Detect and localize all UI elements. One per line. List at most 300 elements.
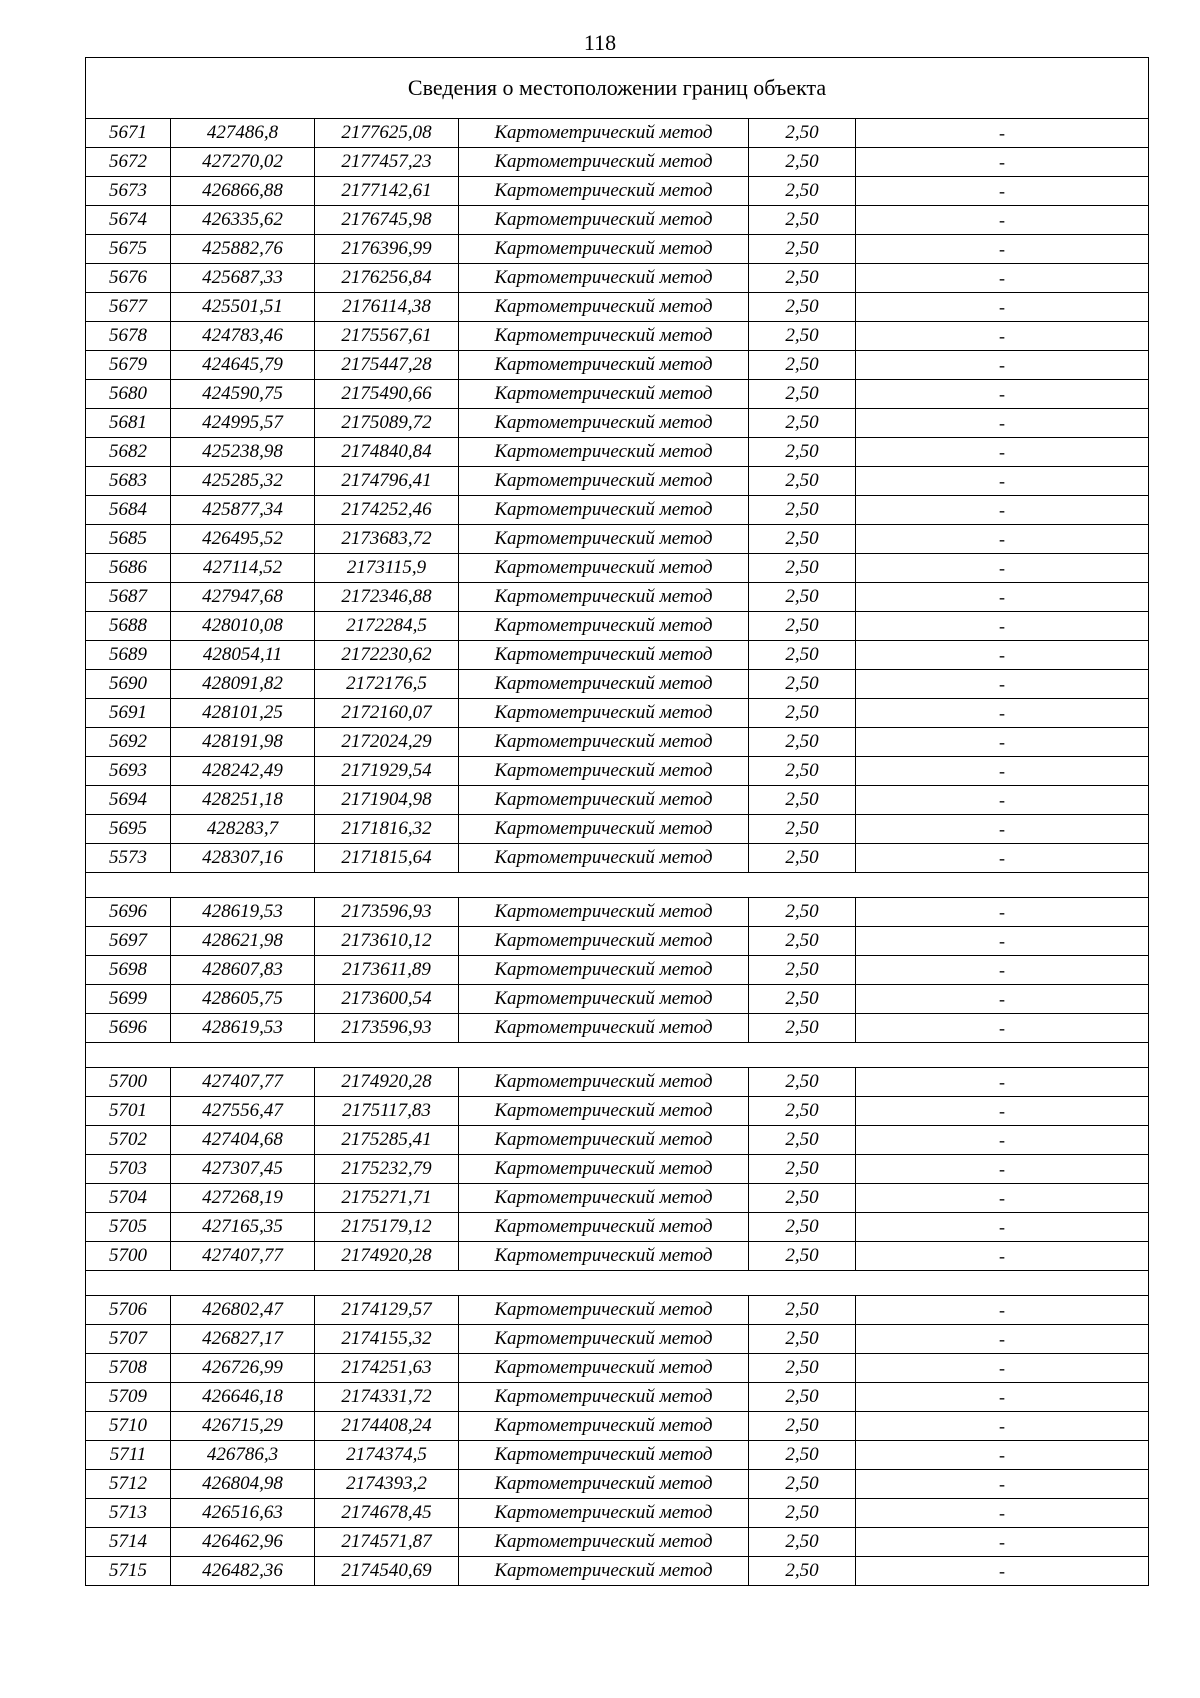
table-row — [86, 1296, 1149, 1325]
point-number-cell: 5675 — [86, 235, 171, 264]
accuracy-cell: 2,50 — [749, 467, 856, 496]
table-row — [86, 1354, 1149, 1383]
x-coordinate-cell: 425877,34 — [171, 496, 315, 525]
note-cell: - — [856, 554, 1149, 583]
point-number-cell: 5688 — [86, 612, 171, 641]
method-cell: Картометрический метод — [459, 409, 749, 438]
y-coordinate-cell: 2175490,66 — [315, 380, 459, 409]
x-coordinate-cell: 428191,98 — [171, 728, 315, 757]
x-coordinate-cell: 424590,75 — [171, 380, 315, 409]
y-coordinate-cell: 2171904,98 — [315, 786, 459, 815]
separator-cell — [86, 873, 1149, 898]
method-cell: Картометрический метод — [459, 757, 749, 786]
table-row — [86, 438, 1149, 467]
point-number-cell: 5689 — [86, 641, 171, 670]
y-coordinate-cell: 2177625,08 — [315, 119, 459, 148]
point-number-cell: 5704 — [86, 1184, 171, 1213]
y-coordinate-cell: 2172160,07 — [315, 699, 459, 728]
accuracy-cell: 2,50 — [749, 583, 856, 612]
x-coordinate-cell: 428101,25 — [171, 699, 315, 728]
point-number-cell: 5677 — [86, 293, 171, 322]
x-coordinate-cell: 427307,45 — [171, 1155, 315, 1184]
y-coordinate-cell: 2175567,61 — [315, 322, 459, 351]
note-cell: - — [856, 641, 1149, 670]
note-cell: - — [856, 1296, 1149, 1325]
accuracy-cell: 2,50 — [749, 1499, 856, 1528]
method-cell: Картометрический метод — [459, 786, 749, 815]
accuracy-cell: 2,50 — [749, 927, 856, 956]
table-row — [86, 1325, 1149, 1354]
y-coordinate-cell: 2173611,89 — [315, 956, 459, 985]
point-number-cell: 5673 — [86, 177, 171, 206]
note-cell: - — [856, 670, 1149, 699]
table-row — [86, 699, 1149, 728]
point-number-cell: 5694 — [86, 786, 171, 815]
x-coordinate-cell: 427947,68 — [171, 583, 315, 612]
accuracy-cell: 2,50 — [749, 148, 856, 177]
boundary-coordinates-table — [85, 57, 1149, 1586]
y-coordinate-cell: 2174920,28 — [315, 1242, 459, 1271]
point-number-cell: 5674 — [86, 206, 171, 235]
note-cell: - — [856, 1014, 1149, 1043]
method-cell: Картометрический метод — [459, 1412, 749, 1441]
table-row — [86, 1441, 1149, 1470]
x-coordinate-cell: 427407,77 — [171, 1242, 315, 1271]
point-number-cell: 5699 — [86, 985, 171, 1014]
method-cell: Картометрический метод — [459, 1557, 749, 1586]
y-coordinate-cell: 2175271,71 — [315, 1184, 459, 1213]
table-row — [86, 1383, 1149, 1412]
table-row — [86, 351, 1149, 380]
point-number-cell: 5687 — [86, 583, 171, 612]
accuracy-cell: 2,50 — [749, 322, 856, 351]
accuracy-cell: 2,50 — [749, 786, 856, 815]
table-row — [86, 757, 1149, 786]
point-number-cell: 5712 — [86, 1470, 171, 1499]
method-cell: Картометрический метод — [459, 119, 749, 148]
method-cell: Картометрический метод — [459, 1383, 749, 1412]
accuracy-cell: 2,50 — [749, 1441, 856, 1470]
accuracy-cell: 2,50 — [749, 699, 856, 728]
point-number-cell: 5710 — [86, 1412, 171, 1441]
x-coordinate-cell: 428607,83 — [171, 956, 315, 985]
table-row — [86, 1097, 1149, 1126]
point-number-cell: 5671 — [86, 119, 171, 148]
table-row — [86, 1242, 1149, 1271]
x-coordinate-cell: 427486,8 — [171, 119, 315, 148]
accuracy-cell: 2,50 — [749, 1383, 856, 1412]
accuracy-cell: 2,50 — [749, 670, 856, 699]
note-cell: - — [856, 786, 1149, 815]
table-row — [86, 496, 1149, 525]
accuracy-cell: 2,50 — [749, 757, 856, 786]
table-row — [86, 815, 1149, 844]
y-coordinate-cell: 2174408,24 — [315, 1412, 459, 1441]
note-cell: - — [856, 956, 1149, 985]
method-cell: Картометрический метод — [459, 844, 749, 873]
accuracy-cell: 2,50 — [749, 728, 856, 757]
method-cell: Картометрический метод — [459, 1097, 749, 1126]
point-number-cell: 5681 — [86, 409, 171, 438]
table-row — [86, 1184, 1149, 1213]
note-cell: - — [856, 322, 1149, 351]
note-cell: - — [856, 1383, 1149, 1412]
point-number-cell: 5672 — [86, 148, 171, 177]
note-cell: - — [856, 612, 1149, 641]
method-cell: Картометрический метод — [459, 1296, 749, 1325]
table-row — [86, 148, 1149, 177]
method-cell: Картометрический метод — [459, 956, 749, 985]
accuracy-cell: 2,50 — [749, 293, 856, 322]
method-cell: Картометрический метод — [459, 264, 749, 293]
accuracy-cell: 2,50 — [749, 409, 856, 438]
x-coordinate-cell: 427268,19 — [171, 1184, 315, 1213]
table-row — [86, 1557, 1149, 1586]
method-cell: Картометрический метод — [459, 1126, 749, 1155]
accuracy-cell: 2,50 — [749, 1325, 856, 1354]
method-cell: Картометрический метод — [459, 699, 749, 728]
note-cell: - — [856, 1068, 1149, 1097]
table-row — [86, 177, 1149, 206]
x-coordinate-cell: 427270,02 — [171, 148, 315, 177]
note-cell: - — [856, 583, 1149, 612]
accuracy-cell: 2,50 — [749, 206, 856, 235]
x-coordinate-cell: 424645,79 — [171, 351, 315, 380]
x-coordinate-cell: 426804,98 — [171, 1470, 315, 1499]
accuracy-cell: 2,50 — [749, 815, 856, 844]
y-coordinate-cell: 2177142,61 — [315, 177, 459, 206]
point-number-cell: 5678 — [86, 322, 171, 351]
x-coordinate-cell: 427407,77 — [171, 1068, 315, 1097]
method-cell: Картометрический метод — [459, 1184, 749, 1213]
table-row — [86, 409, 1149, 438]
x-coordinate-cell: 424783,46 — [171, 322, 315, 351]
y-coordinate-cell: 2174540,69 — [315, 1557, 459, 1586]
x-coordinate-cell: 428010,08 — [171, 612, 315, 641]
table-row — [86, 1155, 1149, 1184]
method-cell: Картометрический метод — [459, 467, 749, 496]
note-cell: - — [856, 844, 1149, 873]
method-cell: Картометрический метод — [459, 728, 749, 757]
x-coordinate-cell: 427165,35 — [171, 1213, 315, 1242]
point-number-cell: 5690 — [86, 670, 171, 699]
point-number-cell: 5715 — [86, 1557, 171, 1586]
y-coordinate-cell: 2174796,41 — [315, 467, 459, 496]
method-cell: Картометрический метод — [459, 1014, 749, 1043]
point-number-cell: 5573 — [86, 844, 171, 873]
x-coordinate-cell: 428054,11 — [171, 641, 315, 670]
note-cell: - — [856, 1097, 1149, 1126]
note-cell: - — [856, 235, 1149, 264]
x-coordinate-cell: 426516,63 — [171, 1499, 315, 1528]
y-coordinate-cell: 2175179,12 — [315, 1213, 459, 1242]
method-cell: Картометрический метод — [459, 1213, 749, 1242]
y-coordinate-cell: 2174678,45 — [315, 1499, 459, 1528]
table-body — [86, 58, 1149, 1586]
method-cell: Картометрический метод — [459, 206, 749, 235]
table-row — [86, 583, 1149, 612]
table-row — [86, 670, 1149, 699]
accuracy-cell: 2,50 — [749, 1068, 856, 1097]
method-cell: Картометрический метод — [459, 554, 749, 583]
method-cell: Картометрический метод — [459, 1528, 749, 1557]
method-cell: Картометрический метод — [459, 235, 749, 264]
point-number-cell: 5680 — [86, 380, 171, 409]
table-row — [86, 1412, 1149, 1441]
note-cell: - — [856, 1528, 1149, 1557]
table-row — [86, 1470, 1149, 1499]
y-coordinate-cell: 2173596,93 — [315, 898, 459, 927]
accuracy-cell: 2,50 — [749, 898, 856, 927]
y-coordinate-cell: 2175447,28 — [315, 351, 459, 380]
x-coordinate-cell: 425501,51 — [171, 293, 315, 322]
accuracy-cell: 2,50 — [749, 1296, 856, 1325]
y-coordinate-cell: 2176396,99 — [315, 235, 459, 264]
note-cell: - — [856, 148, 1149, 177]
point-number-cell: 5682 — [86, 438, 171, 467]
y-coordinate-cell: 2176114,38 — [315, 293, 459, 322]
method-cell: Картометрический метод — [459, 1470, 749, 1499]
note-cell: - — [856, 985, 1149, 1014]
point-number-cell: 5709 — [86, 1383, 171, 1412]
method-cell: Картометрический метод — [459, 898, 749, 927]
method-cell: Картометрический метод — [459, 1068, 749, 1097]
x-coordinate-cell: 427556,47 — [171, 1097, 315, 1126]
accuracy-cell: 2,50 — [749, 1354, 856, 1383]
y-coordinate-cell: 2174129,57 — [315, 1296, 459, 1325]
x-coordinate-cell: 428251,18 — [171, 786, 315, 815]
note-cell: - — [856, 1126, 1149, 1155]
point-number-cell: 5703 — [86, 1155, 171, 1184]
point-number-cell: 5679 — [86, 351, 171, 380]
method-cell: Картометрический метод — [459, 670, 749, 699]
method-cell: Картометрический метод — [459, 985, 749, 1014]
point-number-cell: 5700 — [86, 1068, 171, 1097]
note-cell: - — [856, 1325, 1149, 1354]
accuracy-cell: 2,50 — [749, 1557, 856, 1586]
note-cell: - — [856, 1412, 1149, 1441]
note-cell: - — [856, 1184, 1149, 1213]
method-cell: Картометрический метод — [459, 177, 749, 206]
y-coordinate-cell: 2171929,54 — [315, 757, 459, 786]
table-row — [86, 786, 1149, 815]
note-cell: - — [856, 1470, 1149, 1499]
table-row — [86, 1068, 1149, 1097]
table-row — [86, 554, 1149, 583]
x-coordinate-cell: 425687,33 — [171, 264, 315, 293]
point-number-cell: 5696 — [86, 898, 171, 927]
method-cell: Картометрический метод — [459, 322, 749, 351]
separator-row — [86, 1271, 1149, 1296]
accuracy-cell: 2,50 — [749, 351, 856, 380]
y-coordinate-cell: 2174331,72 — [315, 1383, 459, 1412]
note-cell: - — [856, 927, 1149, 956]
table-row — [86, 898, 1149, 927]
method-cell: Картометрический метод — [459, 1325, 749, 1354]
table-row — [86, 1499, 1149, 1528]
note-cell: - — [856, 467, 1149, 496]
y-coordinate-cell: 2176256,84 — [315, 264, 459, 293]
x-coordinate-cell: 425285,32 — [171, 467, 315, 496]
y-coordinate-cell: 2174920,28 — [315, 1068, 459, 1097]
accuracy-cell: 2,50 — [749, 1126, 856, 1155]
method-cell: Картометрический метод — [459, 351, 749, 380]
table-row — [86, 728, 1149, 757]
x-coordinate-cell: 426495,52 — [171, 525, 315, 554]
table-row — [86, 927, 1149, 956]
accuracy-cell: 2,50 — [749, 985, 856, 1014]
x-coordinate-cell: 424995,57 — [171, 409, 315, 438]
accuracy-cell: 2,50 — [749, 1014, 856, 1043]
accuracy-cell: 2,50 — [749, 496, 856, 525]
x-coordinate-cell: 428605,75 — [171, 985, 315, 1014]
method-cell: Картометрический метод — [459, 496, 749, 525]
table-row — [86, 467, 1149, 496]
y-coordinate-cell: 2175232,79 — [315, 1155, 459, 1184]
separator-cell — [86, 1271, 1149, 1296]
point-number-cell: 5696 — [86, 1014, 171, 1043]
note-cell: - — [856, 699, 1149, 728]
table-row — [86, 612, 1149, 641]
note-cell: - — [856, 351, 1149, 380]
accuracy-cell: 2,50 — [749, 844, 856, 873]
accuracy-cell: 2,50 — [749, 264, 856, 293]
x-coordinate-cell: 426715,29 — [171, 1412, 315, 1441]
method-cell: Картометрический метод — [459, 1441, 749, 1470]
accuracy-cell: 2,50 — [749, 1470, 856, 1499]
accuracy-cell: 2,50 — [749, 956, 856, 985]
accuracy-cell: 2,50 — [749, 438, 856, 467]
note-cell: - — [856, 757, 1149, 786]
table-title: Сведения о местоположении границ объекта — [86, 58, 1149, 119]
y-coordinate-cell: 2174393,2 — [315, 1470, 459, 1499]
table-row — [86, 1213, 1149, 1242]
note-cell: - — [856, 496, 1149, 525]
accuracy-cell: 2,50 — [749, 554, 856, 583]
note-cell: - — [856, 1441, 1149, 1470]
x-coordinate-cell: 426462,96 — [171, 1528, 315, 1557]
table-row — [86, 119, 1149, 148]
x-coordinate-cell: 426866,88 — [171, 177, 315, 206]
separator-cell — [86, 1043, 1149, 1068]
x-coordinate-cell: 428242,49 — [171, 757, 315, 786]
method-cell: Картометрический метод — [459, 293, 749, 322]
table-row — [86, 322, 1149, 351]
x-coordinate-cell: 425238,98 — [171, 438, 315, 467]
note-cell: - — [856, 293, 1149, 322]
accuracy-cell: 2,50 — [749, 1213, 856, 1242]
method-cell: Картометрический метод — [459, 380, 749, 409]
note-cell: - — [856, 1242, 1149, 1271]
x-coordinate-cell: 426335,62 — [171, 206, 315, 235]
accuracy-cell: 2,50 — [749, 641, 856, 670]
accuracy-cell: 2,50 — [749, 1242, 856, 1271]
y-coordinate-cell: 2171816,32 — [315, 815, 459, 844]
point-number-cell: 5707 — [86, 1325, 171, 1354]
table-row — [86, 235, 1149, 264]
accuracy-cell: 2,50 — [749, 177, 856, 206]
point-number-cell: 5692 — [86, 728, 171, 757]
accuracy-cell: 2,50 — [749, 119, 856, 148]
accuracy-cell: 2,50 — [749, 525, 856, 554]
y-coordinate-cell: 2175285,41 — [315, 1126, 459, 1155]
note-cell: - — [856, 1557, 1149, 1586]
separator-row — [86, 1043, 1149, 1068]
y-coordinate-cell: 2173115,9 — [315, 554, 459, 583]
point-number-cell: 5685 — [86, 525, 171, 554]
accuracy-cell: 2,50 — [749, 1412, 856, 1441]
note-cell: - — [856, 1499, 1149, 1528]
x-coordinate-cell: 426786,3 — [171, 1441, 315, 1470]
x-coordinate-cell: 428283,7 — [171, 815, 315, 844]
y-coordinate-cell: 2173596,93 — [315, 1014, 459, 1043]
point-number-cell: 5684 — [86, 496, 171, 525]
point-number-cell: 5698 — [86, 956, 171, 985]
x-coordinate-cell: 428091,82 — [171, 670, 315, 699]
point-number-cell: 5711 — [86, 1441, 171, 1470]
table-row — [86, 956, 1149, 985]
y-coordinate-cell: 2174251,63 — [315, 1354, 459, 1383]
method-cell: Картометрический метод — [459, 641, 749, 670]
note-cell: - — [856, 1155, 1149, 1184]
y-coordinate-cell: 2172176,5 — [315, 670, 459, 699]
method-cell: Картометрический метод — [459, 1155, 749, 1184]
x-coordinate-cell: 426726,99 — [171, 1354, 315, 1383]
y-coordinate-cell: 2174374,5 — [315, 1441, 459, 1470]
note-cell: - — [856, 206, 1149, 235]
accuracy-cell: 2,50 — [749, 612, 856, 641]
x-coordinate-cell: 426802,47 — [171, 1296, 315, 1325]
x-coordinate-cell: 425882,76 — [171, 235, 315, 264]
x-coordinate-cell: 426646,18 — [171, 1383, 315, 1412]
point-number-cell: 5714 — [86, 1528, 171, 1557]
accuracy-cell: 2,50 — [749, 235, 856, 264]
method-cell: Картометрический метод — [459, 927, 749, 956]
method-cell: Картометрический метод — [459, 1354, 749, 1383]
note-cell: - — [856, 1354, 1149, 1383]
y-coordinate-cell: 2174840,84 — [315, 438, 459, 467]
y-coordinate-cell: 2174252,46 — [315, 496, 459, 525]
point-number-cell: 5702 — [86, 1126, 171, 1155]
table-row — [86, 641, 1149, 670]
point-number-cell: 5697 — [86, 927, 171, 956]
y-coordinate-cell: 2173600,54 — [315, 985, 459, 1014]
table-row — [86, 844, 1149, 873]
method-cell: Картометрический метод — [459, 148, 749, 177]
note-cell: - — [856, 380, 1149, 409]
y-coordinate-cell: 2177457,23 — [315, 148, 459, 177]
point-number-cell: 5683 — [86, 467, 171, 496]
point-number-cell: 5676 — [86, 264, 171, 293]
table-row — [86, 525, 1149, 554]
table-row — [86, 1014, 1149, 1043]
note-cell: - — [856, 119, 1149, 148]
x-coordinate-cell: 427404,68 — [171, 1126, 315, 1155]
y-coordinate-cell: 2173610,12 — [315, 927, 459, 956]
note-cell: - — [856, 264, 1149, 293]
y-coordinate-cell: 2173683,72 — [315, 525, 459, 554]
note-cell: - — [856, 409, 1149, 438]
table-row — [86, 985, 1149, 1014]
accuracy-cell: 2,50 — [749, 1155, 856, 1184]
y-coordinate-cell: 2172230,62 — [315, 641, 459, 670]
note-cell: - — [856, 815, 1149, 844]
point-number-cell: 5713 — [86, 1499, 171, 1528]
table-row — [86, 1528, 1149, 1557]
point-number-cell: 5701 — [86, 1097, 171, 1126]
point-number-cell: 5700 — [86, 1242, 171, 1271]
note-cell: - — [856, 525, 1149, 554]
